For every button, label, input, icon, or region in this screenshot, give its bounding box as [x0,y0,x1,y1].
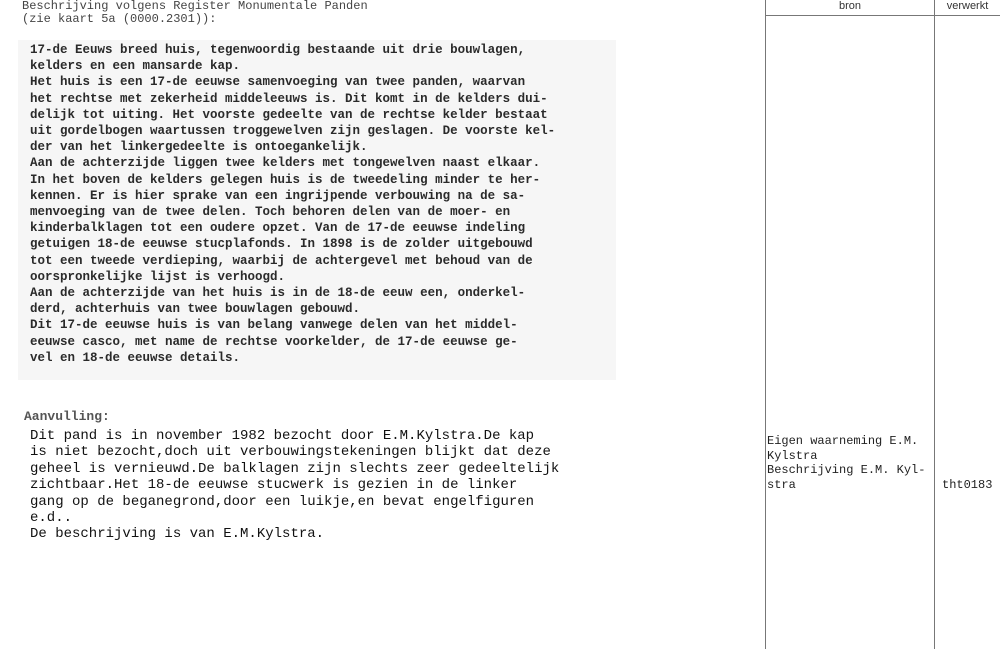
aanvulling-heading: Aanvulling: [24,409,110,424]
header-title: Beschrijving volgens Register Monumentale Panden [22,0,368,13]
verwerkt-entry: tht0183 [942,478,993,492]
aanvulling-text: Dit pand is in november 1982 bezocht door E.M.Kylstra.De kap is niet bezocht,doch uit verbouwingstekeningen blijkt dat deze geheel is vernieuwd.De balklagen zijn slechts zeer gedeeltelijk zichtbaar.Het 18-de eeuwse stucwerk is gezien in de linker gang op de beganegrond,door een luikje,en bevat engelfiguren e.d.. De beschrijving is van E.M.Kylstra. [30,428,560,543]
bron-column-header: bron [838,0,862,12]
column-divider-verwerkt [934,0,935,649]
column-divider-bron [765,0,766,649]
column-header-rule [765,15,1000,16]
verwerkt-column-header: verwerkt [946,0,989,12]
bron-entry: Eigen waarneming E.M. Kylstra Beschrijving E.M. Kyl- stra [767,434,926,492]
header-map-reference: (zie kaart 5a (0000.2301)): [22,12,217,26]
description-text: 17-de Eeuws breed huis, tegenwoordig bestaande uit drie bouwlagen, kelders en een mansarde kap. Het huis is een 17-de eeuwse samenvoeging van twee panden, waarvan het rechtse met zekerheid middeleeuws is. Dit komt in de kelders dui- delijk tot uiting. Het voorste gedeelte van de rechtse kelder bestaat uit gordelbogen waartussen troggewelven zijn geslagen. De voorste kel- der van het linkergedeelte is ontoegankelijk. Aan de achterzijde liggen twee kelders met tongewelven naast elkaar. In het boven de kelders gelegen huis is de tweedeling minder te her- kennen. Er is hier sprake van een ingrijpende verbouwing na de sa- menvoeging van de twee delen. Toch behoren delen van de moer- en kinderbalklagen tot een oudere opzet. Van de 17-de eeuwse indeling getuigen 18-de eeuwse stucplafonds. In 1898 is de zolder uitgebouwd tot een tweede verdieping, waarbij de achtergevel met behoud van de oorspronkelijke lijst is verhoogd. Aan de achterzijde van het huis is in de 18-de eeuw een, onderkel- derd, achterhuis van twee bouwlagen gebouwd. Dit 17-de eeuwse huis is van belang vanwege delen van het middel- eeuwse casco, met name de rechtse voorkelder, de 17-de eeuwse ge- vel en 18-de eeuwse details. [30,43,556,365]
